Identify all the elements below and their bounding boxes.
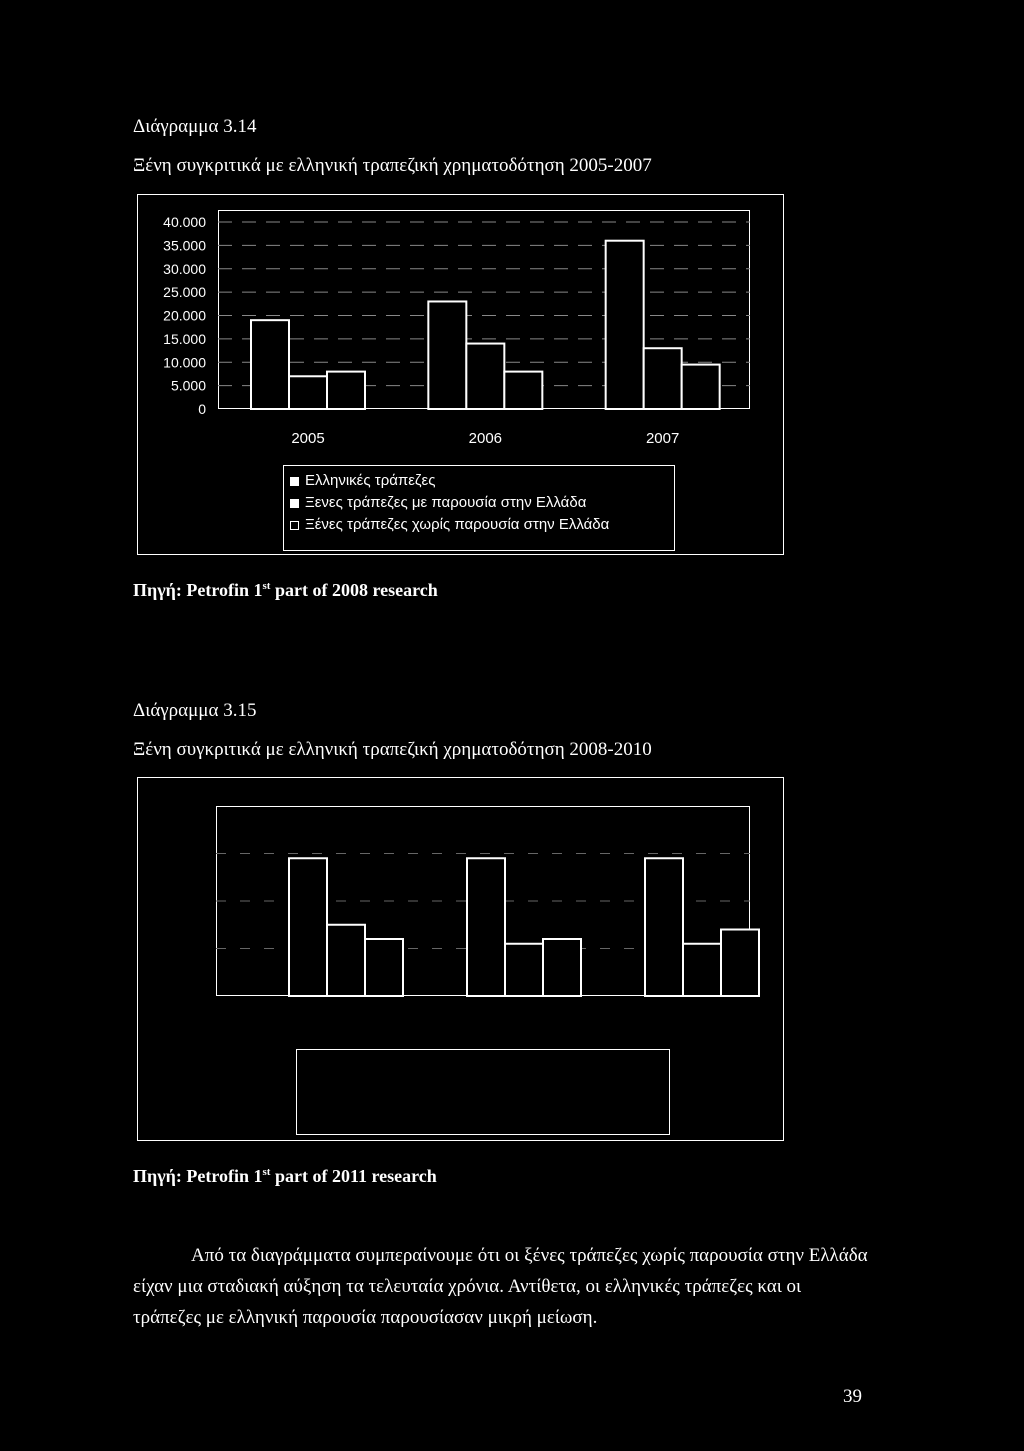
bar-series-2 — [683, 944, 721, 996]
page-number: 39 — [843, 1386, 862, 1407]
bar-series-3 — [365, 939, 403, 996]
y-tick-label: 10.000 — [163, 354, 206, 371]
y-tick-label: 20.000 — [163, 307, 206, 324]
bar-series-1 — [467, 858, 505, 996]
x-tick-label: 2006 — [468, 430, 503, 447]
bar-series-1 — [289, 858, 327, 996]
bar-series-3 — [543, 939, 581, 996]
x-tick-label: 2005 — [291, 430, 325, 447]
y-tick-label: 35.000 — [163, 237, 206, 254]
chart1-subtitle: Ξένη συγκριτικά με ελληνική τραπεζική χρηματοδότηση 2005-2007 — [133, 155, 652, 176]
bar-series-2 — [505, 944, 543, 996]
legend-label: Ελληνικές τράπεζες — [305, 472, 436, 489]
legend-label: Ξενες τράπεζες με παρουσία στην Ελλάδα — [305, 494, 587, 511]
y-tick-label: 5.000 — [170, 377, 206, 394]
body-paragraph: Από τα διαγράμματα συμπεραίνουμε ότι οι ξένες τράπεζες χωρίς παρουσία στην Ελλάδα είχαν μια σταδιακή αύξηση τα τελευταία χρόνια. Αντίθετα, οι ελληνικές τράπεζες και οι τράπεζες με ελληνική παρουσία παρουσίασαν μικρή μείωση. — [133, 1245, 868, 1328]
chart1-source: Πηγή: Petrofin 1st part of 2008 research — [133, 580, 438, 600]
bar-series-1 — [645, 858, 683, 996]
y-tick-label: 40.000 — [163, 214, 206, 230]
chart2-legend — [296, 1049, 670, 1135]
chart1-heading: Διάγραμμα 3.14 — [133, 116, 257, 137]
y-tick-label: 15.000 — [163, 330, 206, 347]
chart2-subtitle: Ξένη συγκριτικά με ελληνική τραπεζική χρηματοδότηση 2008-2010 — [133, 739, 652, 760]
legend-label: Ξένες τράπεζες χωρίς παρουσία στην Ελλάδα — [305, 516, 610, 533]
x-tick-label: 2007 — [645, 430, 680, 447]
bar-series-2 — [327, 925, 365, 996]
chart2-heading: Διάγραμμα 3.15 — [133, 700, 257, 721]
bar-series-3 — [721, 930, 759, 997]
y-tick-label: 30.000 — [163, 260, 206, 277]
chart2-source: Πηγή: Petrofin 1st part of 2011 research — [133, 1166, 437, 1186]
y-tick-label: 25.000 — [163, 284, 206, 301]
y-tick-label: 0 — [198, 401, 206, 417]
